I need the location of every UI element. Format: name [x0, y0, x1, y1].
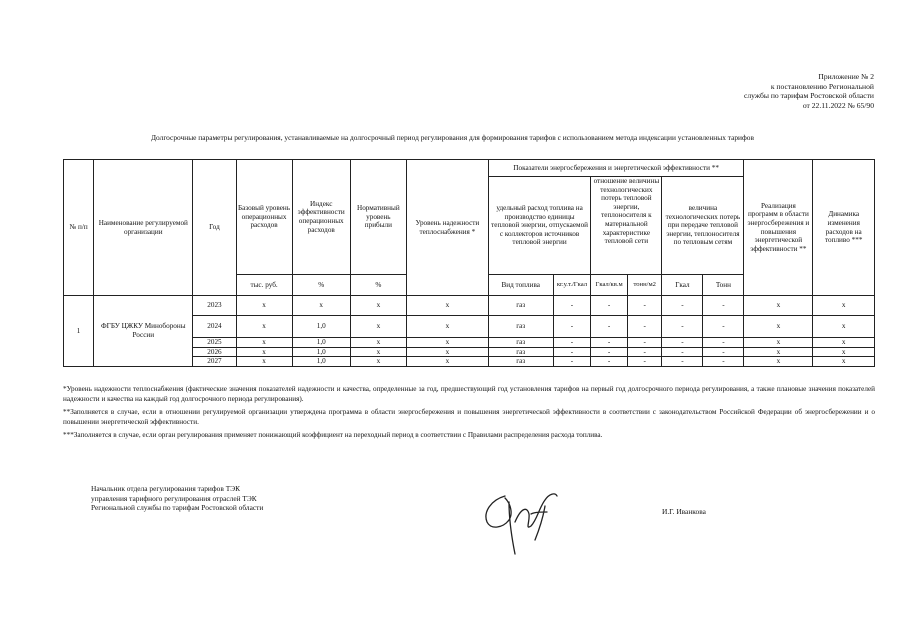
- cell-loss-t: -: [627, 357, 662, 367]
- cell-reliability: х: [406, 347, 488, 357]
- unit-vol-t: Тонн: [703, 275, 744, 296]
- cell-fuel-rate: -: [553, 316, 591, 338]
- footnote-1: *Уровень надежности теплоснабжения (фактические значения показателей надежности и качества, определенные за год, предшествующий год установления тарифов на первый год долгосрочного периода регулирования, а также плановые значения показателей надежности и качества на каждый год долгосрочного периода регулирования).: [63, 385, 875, 403]
- unit-fuel-rate: кг.у.т./Гкал: [553, 275, 591, 296]
- header-program: Реализация программ в области энергосбережения и повышения энергетической эффективности **: [744, 160, 813, 296]
- unit-index: %: [292, 275, 350, 296]
- cell-base: х: [236, 296, 292, 316]
- cell-index: 1,0: [292, 338, 350, 348]
- cell-vol-gcal: -: [662, 338, 703, 348]
- cell-year: 2023: [193, 296, 236, 316]
- cell-vol-t: -: [703, 347, 744, 357]
- header-profit: Нормативный уровень прибыли: [350, 160, 406, 275]
- header-index: Индекс эффективности операционных расходов: [292, 160, 350, 275]
- header-energy-group: Показатели энергосбережения и энергетической эффективности **: [488, 160, 744, 177]
- cell-vol-t: -: [703, 338, 744, 348]
- cell-base: х: [236, 316, 292, 338]
- cell-vol-gcal: -: [662, 316, 703, 338]
- cell-program: х: [744, 357, 813, 367]
- header-year: Год: [193, 160, 236, 296]
- cell-index: 1,0: [292, 347, 350, 357]
- cell-year: 2025: [193, 338, 236, 348]
- cell-vol-gcal: -: [662, 357, 703, 367]
- cell-vol-t: -: [703, 316, 744, 338]
- cell-program: х: [744, 347, 813, 357]
- cell-dynamics: х: [813, 347, 875, 357]
- signer-block: [91, 484, 263, 513]
- cell-fuel-rate: -: [553, 296, 591, 316]
- header-dynamics: Динамика изменения расходов на топливо ***: [813, 160, 875, 296]
- unit-fuel-type: Вид топлива: [488, 275, 553, 296]
- cell-dynamics: х: [813, 296, 875, 316]
- cell-base: х: [236, 357, 292, 367]
- footnote-3: ***Заполняется в случае, если орган регулирования применяет понижающий коэффициент на переходный период в соответствии с Правилами распределения расхода топлива.: [63, 431, 603, 439]
- cell-base: х: [236, 338, 292, 348]
- appendix-line-3: службы по тарифам Ростовской области: [743, 91, 874, 101]
- cell-dynamics: х: [813, 357, 875, 367]
- cell-loss-t: -: [627, 316, 662, 338]
- signer-line-1: Начальник отдела регулирования тарифов ТЭК: [91, 484, 241, 493]
- handwritten-signature: [475, 478, 570, 560]
- cell-loss-gcal: -: [591, 316, 628, 338]
- cell-loss-gcal: -: [591, 296, 628, 316]
- org-name: ФГБУ ЦЖКУ Минобороны России: [94, 296, 193, 367]
- unit-profit: %: [350, 275, 406, 296]
- cell-reliability: х: [406, 357, 488, 367]
- cell-reliability: х: [406, 316, 488, 338]
- cell-dynamics: х: [813, 338, 875, 348]
- footnote-2: **Заполняется в случае, если в отношении регулируемой организации утверждена программа в области энергосбережения и повышения энергетической эффективности в соответствии с законодательством Российской Федерации об энергосбережении и о повышении энергетической эффективности.: [63, 408, 875, 426]
- cell-loss-gcal: -: [591, 347, 628, 357]
- cell-year: 2026: [193, 347, 236, 357]
- appendix-block: [744, 72, 874, 110]
- appendix-line-2: к постановлению Региональной: [770, 81, 874, 91]
- cell-reliability: х: [406, 296, 488, 316]
- parameters-table: [63, 159, 875, 367]
- header-org: Наименование регулируемой организации: [94, 160, 193, 296]
- header-base: Базовый уровень операционных расходов: [236, 160, 292, 275]
- cell-fuel-rate: -: [553, 338, 591, 348]
- cell-year: 2027: [193, 357, 236, 367]
- unit-loss-gcal: Гкал/кв.м: [591, 275, 628, 296]
- signer-line-3: Региональной службы по тарифам Ростовской области: [91, 503, 264, 513]
- header-loss-ratio: отношение величины технологических потерь тепловой энергии, теплоносителя к материальной характеристике тепловой сети: [591, 177, 662, 275]
- org-num: 1: [64, 296, 94, 367]
- appendix-line-4: от 22.11.2022 № 65/90: [802, 100, 874, 110]
- header-num: № п/п: [64, 160, 94, 296]
- header-loss-volume: величина технологических потерь при передаче тепловой энергии, теплоносителя по тепловым сетям: [662, 177, 744, 275]
- cell-loss-t: -: [627, 347, 662, 357]
- cell-profit: х: [350, 357, 406, 367]
- cell-dynamics: х: [813, 316, 875, 338]
- cell-fuel: газ: [488, 316, 553, 338]
- cell-loss-gcal: -: [591, 357, 628, 367]
- cell-base: х: [236, 347, 292, 357]
- cell-profit: х: [350, 316, 406, 338]
- cell-fuel: газ: [488, 296, 553, 316]
- table-row: [64, 296, 875, 316]
- footnotes: [63, 384, 875, 443]
- cell-program: х: [744, 296, 813, 316]
- cell-program: х: [744, 316, 813, 338]
- unit-loss-t: тонн/м2: [627, 275, 662, 296]
- cell-profit: х: [350, 338, 406, 348]
- signer-line-2: управления тарифного регулирования отраслей ТЭК: [91, 493, 257, 503]
- cell-loss-t: -: [627, 338, 662, 348]
- cell-fuel-rate: -: [553, 347, 591, 357]
- cell-loss-t: -: [627, 296, 662, 316]
- cell-vol-t: -: [703, 296, 744, 316]
- header-reliability: Уровень надежности теплоснабжения *: [406, 160, 488, 296]
- cell-profit: х: [350, 296, 406, 316]
- document-title: Долгосрочные параметры регулирования, устанавливаемые на долгосрочный период регулирования для формирования тарифов с использованием метода индексации установленных тарифов: [151, 133, 754, 142]
- cell-vol-gcal: -: [662, 296, 703, 316]
- cell-program: х: [744, 338, 813, 348]
- cell-index: 1,0: [292, 357, 350, 367]
- cell-fuel: газ: [488, 347, 553, 357]
- cell-index: х: [292, 296, 350, 316]
- appendix-line-1: Приложение № 2: [818, 72, 874, 81]
- cell-profit: х: [350, 347, 406, 357]
- signer-name: И.Г. Иванкова: [662, 507, 706, 516]
- unit-base: тыс. руб.: [236, 275, 292, 296]
- cell-index: 1,0: [292, 316, 350, 338]
- cell-fuel-rate: -: [553, 357, 591, 367]
- cell-reliability: х: [406, 338, 488, 348]
- cell-vol-gcal: -: [662, 347, 703, 357]
- unit-vol-gcal: Гкал: [662, 275, 703, 296]
- header-fuel-rate: удельный расход топлива на производство единицы тепловой энергии, отпускаемой с коллекторов источников тепловой энергии: [488, 177, 590, 275]
- cell-year: 2024: [193, 316, 236, 338]
- cell-loss-gcal: -: [591, 338, 628, 348]
- cell-fuel: газ: [488, 338, 553, 348]
- cell-fuel: газ: [488, 357, 553, 367]
- cell-vol-t: -: [703, 357, 744, 367]
